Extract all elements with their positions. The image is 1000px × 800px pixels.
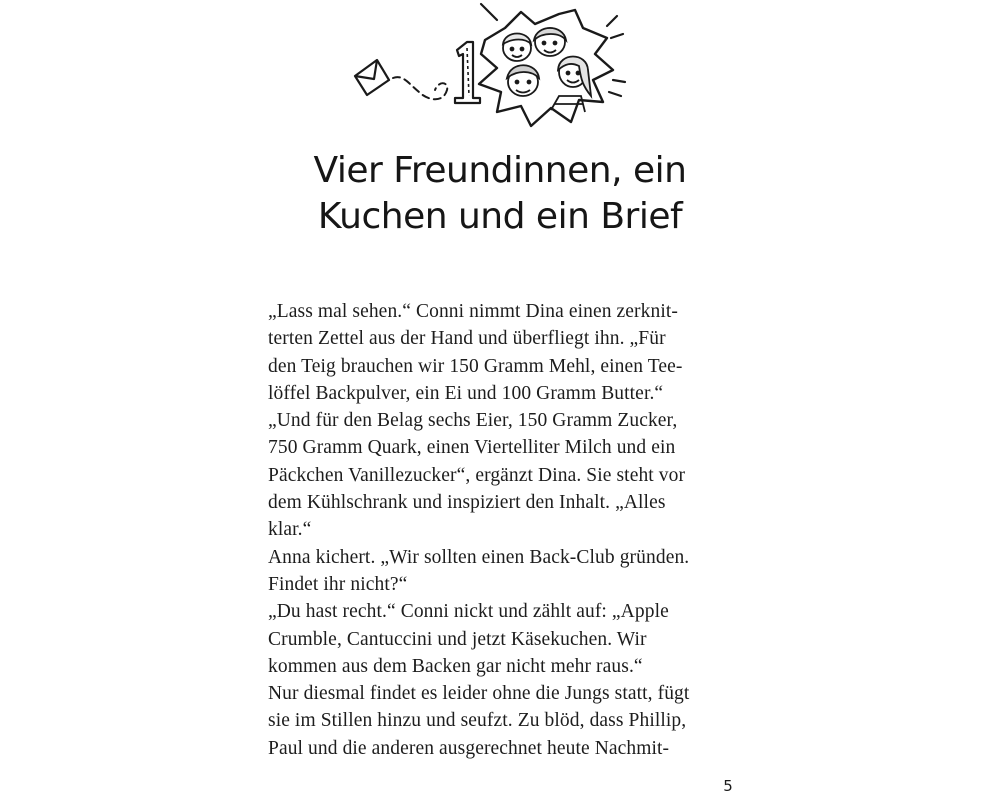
text-line: 750 Gramm Quark, einen Viertelliter Milch und ein: [268, 437, 676, 459]
chapter-title-line: Vier Freundinnen, ein: [313, 150, 687, 191]
chapter-title: [250, 148, 750, 240]
envelope-icon: [355, 60, 389, 95]
text-line: terten Zettel aus der Hand und überfliegt ihn. „Für: [268, 328, 666, 350]
text-line: Anna kichert. „Wir sollten einen Back-Club gründen.: [268, 546, 690, 568]
text-line: dem Kühlschrank und inspiziert den Inhalt. „Alles: [268, 492, 666, 514]
body-text: [268, 298, 743, 762]
text-line: Päckchen Vanillezucker“, ergänzt Dina. Sie steht vor: [268, 464, 686, 486]
text-line: Paul und die anderen ausgerechnet heute Nachmit-: [268, 737, 670, 759]
text-line: sie im Stillen hinzu und seufzt. Zu blöd, dass Phillip,: [268, 710, 687, 732]
page-number: 5: [723, 777, 733, 795]
text-line: kommen aus dem Backen gar nicht mehr raus.“: [268, 655, 643, 677]
text-line: den Teig brauchen wir 150 Gramm Mehl, einen Tee-: [268, 355, 683, 377]
chapter-number-icon: [455, 42, 480, 103]
text-line: Findet ihr nicht?“: [268, 573, 408, 595]
chapter-title-line: Kuchen und ein Brief: [317, 196, 683, 237]
text-line: Crumble, Cantuccini und jetzt Käsekuchen. Wir: [268, 628, 647, 650]
text-line: „Du hast recht.“ Conni nickt und zählt auf: „Apple: [268, 601, 669, 623]
text-line: klar.“: [268, 519, 312, 541]
text-line: „Und für den Belag sechs Eier, 150 Gramm Zucker,: [268, 410, 678, 432]
text-line: „Lass mal sehen.“ Conni nimmt Dina einen zerknit-: [268, 301, 678, 322]
chapter-illustration-icon: [345, 0, 645, 130]
flight-trail: [393, 77, 447, 99]
text-line: löffel Backpulver, ein Ei und 100 Gramm Butter.“: [268, 382, 664, 404]
burst-star-icon: [479, 10, 613, 126]
text-line: Nur diesmal findet es leider ohne die Jungs statt, fügt: [268, 683, 690, 705]
